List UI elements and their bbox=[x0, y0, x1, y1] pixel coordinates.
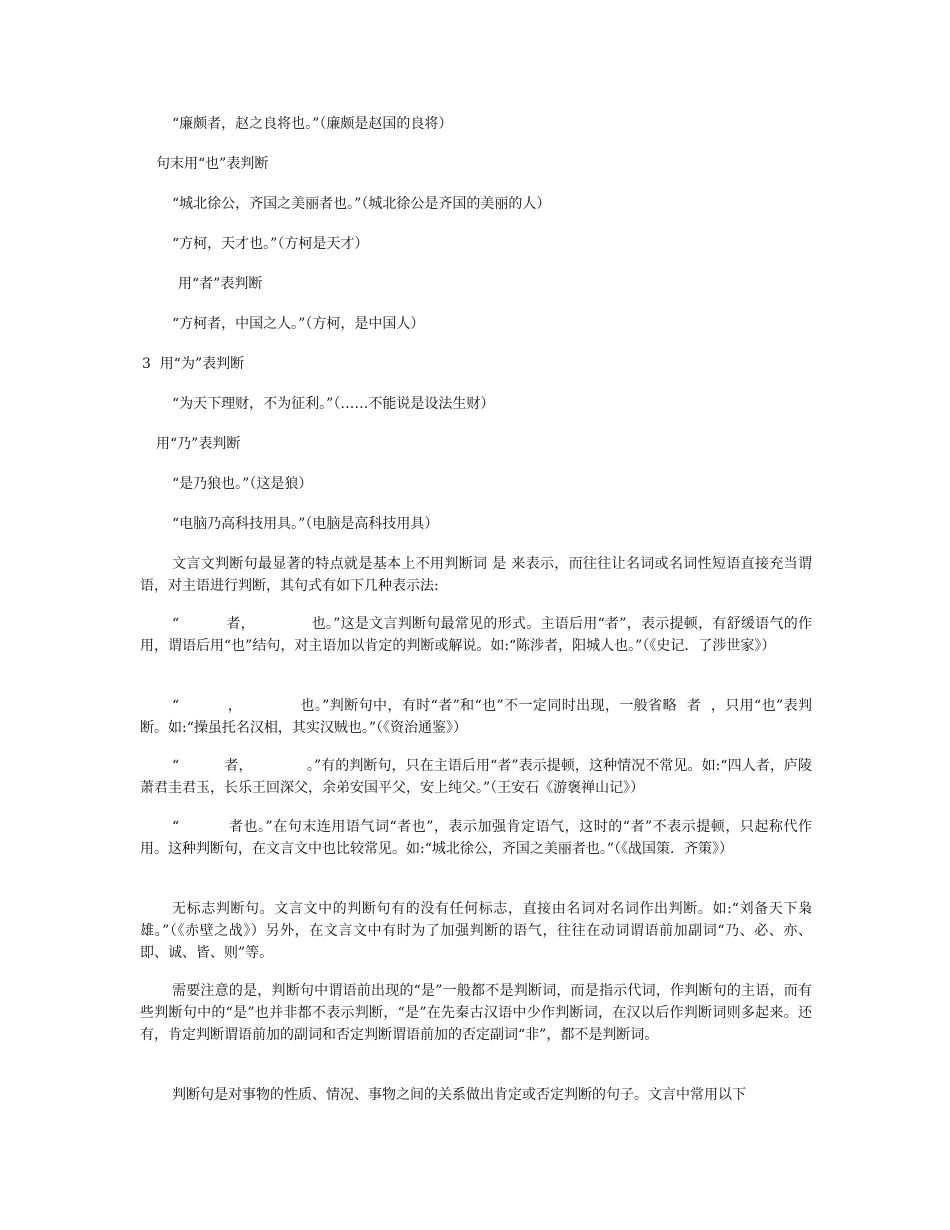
body-paragraph: 需要注意的是，判断句中谓语前出现的“是”一般都不是判断词，而是指示代词，作判断句的主语，而有些判断句中的“是”也并非都不表示判断，“是”在先秦古汉语中少作判断词，在汉以后作判断词则多起来。还有，肯定判断谓语前加的副词和否定判断谓语前加的否定副词“非”，都不是判断词。 bbox=[140, 983, 812, 1043]
body-paragraph: 文言文判断句最显著的特点就是基本上不用判断词 是 来表示，而往往让名词或名词性短语直接充当谓语，对主语进行判断，其句式有如下几种表示法: bbox=[140, 556, 812, 594]
example-line: “是乃狼也。”（这是狼） bbox=[172, 476, 313, 492]
example-line: “为天下理财，不为征利。”（……不能说是设法生财） bbox=[172, 396, 495, 412]
section-heading: 句末用“也”表判断 bbox=[156, 156, 269, 172]
body-paragraph: 无标志判断句。文言文中的判断句有的没有任何标志，直接由名词对名词作出判断。如:“刘备天下枭雄。”（《赤壁之战》）另外，在文言文中有时为了加强判断的语气，往往在动词谓语前加副词“乃、必、亦、即、诚、皆、则”等。 bbox=[140, 901, 812, 961]
section-heading: 用“乃”表判断 bbox=[156, 436, 241, 452]
body-paragraph: “ ， 也。”判断句中，有时“者”和“也”不一定同时出现，一般省略 者 ，只用“也”表判断。如:“操虽托名汉相，其实汉贼也。”（《资治通鉴》） bbox=[140, 698, 812, 736]
example-line: “廉颇者，赵之良将也。”（廉颇是赵国的良将） bbox=[172, 116, 453, 132]
example-line: “方柯者，中国之人。”（方柯，是中国人） bbox=[172, 316, 425, 332]
body-paragraph: “ 者也。”在句末连用语气词“者也”，表示加强肯定语气，这时的“者”不表示提顿，只起称代作用。这种判断句，在文言文中也比较常见。如:“城北徐公，齐国之美丽者也。”（《战国策．齐策》） bbox=[140, 819, 812, 857]
body-paragraph: “ 者， 。”有的判断句，只在主语后用“者”表示提顿，这种情况不常见。如:“四人者，庐陵萧君圭君玉，长乐王回深父，余弟安国平父，安上纯父。”（王安石《游褒禅山记》） bbox=[140, 758, 812, 796]
body-paragraph: 判断句是对事物的性质、情况、事物之间的关系做出肯定或否定判断的句子。文言中常用以下 bbox=[172, 1087, 746, 1103]
section-heading: 3 用“为”表判断 bbox=[142, 356, 245, 372]
body-paragraph: “ 者， 也。”这是文言判断句最常见的形式。主语后用“者”，表示提顿，有舒缓语气的作用，谓语后用“也”结句，对主语加以肯定的判断或解说。如:“陈涉者，阳城人也。”（《史记．了涉世家》） bbox=[140, 616, 812, 654]
example-line: “方柯，天才也。”（方柯是天才） bbox=[172, 236, 369, 252]
example-line: “电脑乃高科技用具。”（电脑是高科技用具） bbox=[172, 516, 439, 532]
section-heading: 用“者”表判断 bbox=[178, 276, 263, 292]
example-line: “城北徐公，齐国之美丽者也。”（城北徐公是齐国的美丽的人） bbox=[172, 196, 551, 212]
